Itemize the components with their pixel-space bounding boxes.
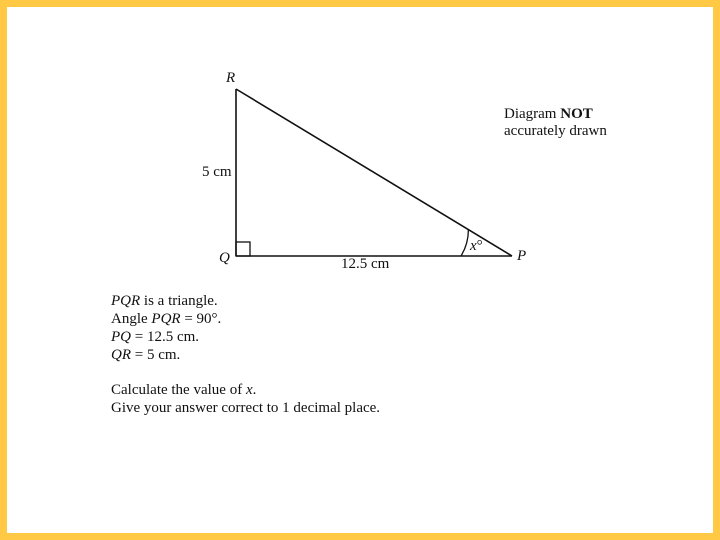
question-line-6: Give your answer correct to 1 decimal place. bbox=[111, 400, 381, 416]
vertex-label-q: Q bbox=[219, 250, 230, 266]
right-angle-marker bbox=[236, 242, 250, 256]
question-line-5: Calculate the value of x. bbox=[111, 382, 257, 398]
diagram-not-accurate-note: Diagram NOT accurately drawn bbox=[504, 106, 607, 139]
side-label-qp: 12.5 cm bbox=[341, 256, 390, 272]
side-rp-hypotenuse bbox=[236, 89, 512, 256]
question-line-1: PQR is a triangle. bbox=[111, 293, 218, 309]
question-text bbox=[111, 292, 380, 417]
question-line-4: QR = 5 cm. bbox=[111, 347, 181, 363]
vertex-label-r: R bbox=[226, 70, 236, 86]
question-line-2: Angle PQR = 90°. bbox=[111, 311, 222, 327]
vertex-label-p: P bbox=[517, 248, 527, 264]
angle-arc-at-p bbox=[461, 230, 468, 256]
question-line-3: PQ = 12.5 cm. bbox=[111, 329, 200, 345]
angle-label-x: x° bbox=[470, 238, 483, 254]
side-label-qr: 5 cm bbox=[202, 164, 232, 180]
